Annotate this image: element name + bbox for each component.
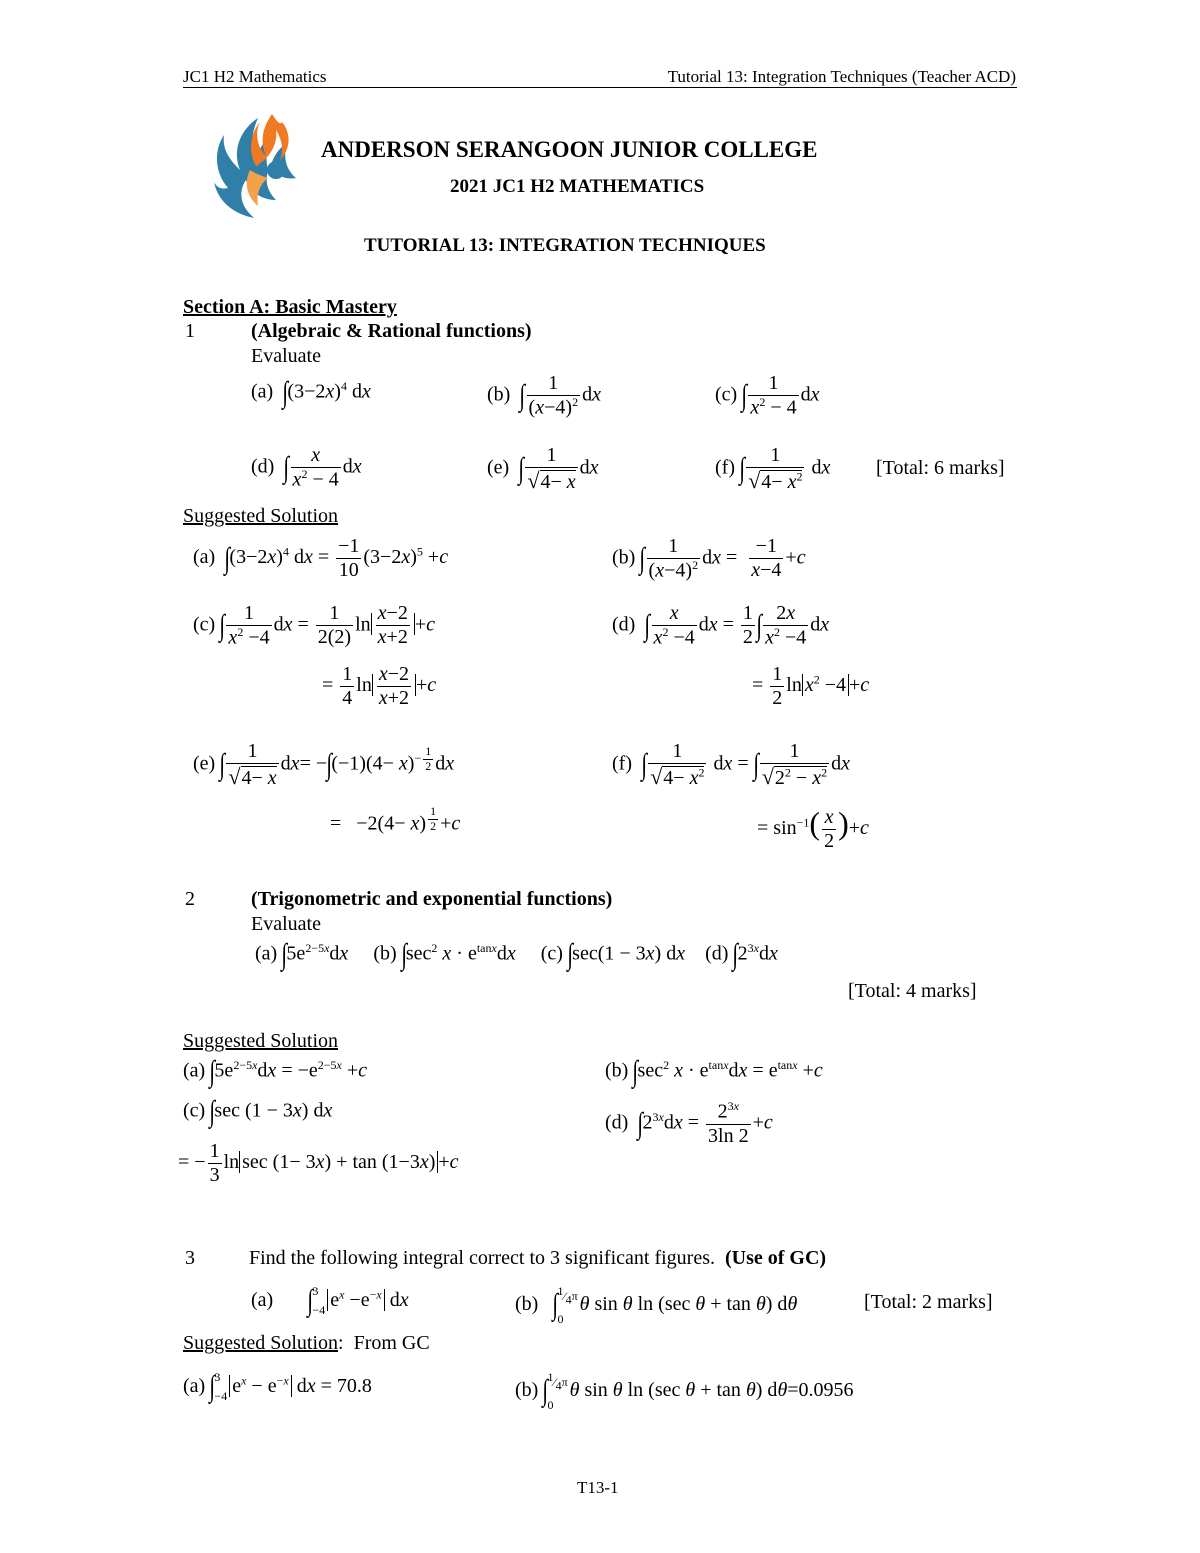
- q1-sol-f-line2: = $\sin^{-1}$( $\frac{x}{2}$ )+c: [757, 805, 869, 852]
- q1-sol-a: (a) $\int(3-2x)^4$ dx = $\frac{-1}{10}$ $(3-2x)^5 +c$: [193, 535, 449, 581]
- q1-sol-d: (d) ∫ $\frac{x}{x^2 -4}$ dx = $\frac{1}{2}$ ∫ $\frac{2x}{x^2 -4}$ dx: [612, 602, 830, 649]
- q1-instruction: Evaluate: [251, 345, 321, 367]
- q1-number: 1: [185, 320, 195, 342]
- q3-solution-label: Suggested Solution: From GC: [183, 1332, 430, 1354]
- q3-sol-a: (a) ∫3 −4 $e^x - e^{-x}$ dx = 70.8: [183, 1370, 372, 1404]
- header-right: Tutorial 13: Integration Techniques (Teacher ACD): [667, 67, 1016, 86]
- q1-sol-f: (f) ∫ $\frac{1}{√4- x^2}$ dx = ∫ $\frac{1}{√2^2 - x^2}$ dx: [612, 740, 850, 789]
- q3-question: Find the following integral correct to 3 significant figures. (Use of GC): [249, 1247, 827, 1269]
- q1-sol-c: (c) ∫ $\frac{1}{x^2 -4}$ dx = $\frac{1}{2(2)}$ ln $\frac{x-2}{x+2}$ +c: [193, 602, 435, 649]
- q1-part-c: (c) ∫ $\frac{1}{x^2 - 4}$ dx: [715, 372, 820, 419]
- q1-solution-label: Suggested Solution: [183, 505, 339, 527]
- q2-sol-b: (b) $\int\sec^2$ $x \cdot e^{tanx}dx = e^{tanx} +c$: [605, 1055, 823, 1088]
- q1-sol-b: (b) ∫ $\frac{1}{(x-4)^2}$ dx = $\frac{-1}{x-4}$ +c: [612, 535, 806, 582]
- q1-sol-e-line2: = −2(4− x) $^{\frac{1}{2}}$ +c: [330, 804, 461, 835]
- q3-total-marks: [Total: 2 marks]: [864, 1291, 993, 1313]
- page-number: T13-1: [577, 1478, 619, 1497]
- q2-instruction: Evaluate: [251, 913, 321, 935]
- header-rule: [183, 87, 1017, 88]
- header-left: JC1 H2 Mathematics: [183, 67, 327, 86]
- q1-topic: (Algebraic & Rational functions): [251, 320, 532, 342]
- q2-sol-c-line2: = − $\frac{1}{3}$ ln sec (1− 3x) + tan (1−3x) +c: [178, 1140, 459, 1186]
- q1-sol-d-line2: = $\frac{1}{2}$ $\ln x^2 -4 +c$: [752, 663, 870, 709]
- q2-total-marks: [Total: 4 marks]: [848, 980, 977, 1002]
- section-a-heading: Section A: Basic Mastery: [183, 296, 397, 318]
- q2-sol-a: (a) $\int 5e^{2-5x}dx = -e^{2-5x} +c$: [183, 1055, 368, 1088]
- q1-sol-c-line2: = $\frac{1}{4}$ ln $\frac{x-2}{x+2}$ +c: [322, 663, 437, 709]
- q1-part-b: (b) ∫ $\frac{1}{(x-4)^2}$ dx: [487, 372, 601, 419]
- college-name: ANDERSON SERANGOON JUNIOR COLLEGE: [321, 137, 818, 162]
- q3-part-b: (b) $\int^1⁄_4\pi$ 0θ sin θ ln (sec θ + tan θ) dθ: [515, 1284, 798, 1326]
- q1-part-e: (e) ∫ $\frac{1}{√4- x}$ dx: [487, 444, 599, 493]
- q2-sol-d: (d) $\int 2^{3x}dx$ = $\frac{2^{3x}}{3\ln 2}$ +c: [605, 1099, 773, 1147]
- q2-number: 2: [185, 888, 195, 910]
- q1-part-a: (a) $\int(3-2x)^4$ dx: [251, 376, 371, 409]
- q3-part-a: (a) ∫3 −4 $e^x -e^{-x}$ dx: [251, 1284, 409, 1318]
- college-logo: [210, 110, 310, 235]
- q2-sol-c: (c) ∫sec (1 − 3x) dx: [183, 1095, 333, 1128]
- q1-total-marks: [Total: 6 marks]: [876, 457, 1005, 479]
- q1-sol-e: (e) ∫ $\frac{1}{√4- x}$ $dx= -\int(-1)(4- x)^{- \frac{1}{2}}$ dx: [193, 740, 455, 789]
- tutorial-title: TUTORIAL 13: INTEGRATION TECHNIQUES: [364, 235, 766, 256]
- q3-sol-b: (b) $\int^1⁄_4\pi$ 0θ sin θ ln (sec θ + tan θ) dθ=0.0956: [515, 1370, 854, 1412]
- q3-answer-b: 0.0956: [798, 1378, 854, 1401]
- q2-parts: (a) $\int 5e^{2-5x}dx$ (b) $\int\sec^2$ $x \cdot e^{tanx}dx$ (c) ∫sec(1 − 3x) dx (d) $\int 2^{3x}dx$: [255, 938, 778, 971]
- q3-number: 3: [185, 1247, 195, 1269]
- course-title: 2021 JC1 H2 MATHEMATICS: [450, 176, 705, 197]
- q3-answer-a: 70.8: [336, 1374, 372, 1397]
- q1-part-f: (f) ∫ $\frac{1}{√4- x^2}$ dx: [715, 444, 831, 493]
- q2-solution-label: Suggested Solution: [183, 1030, 339, 1052]
- q2-topic: (Trigonometric and exponential functions): [251, 888, 613, 910]
- q1-part-d: (d) ∫ $\frac{x}{x^2 - 4}$ dx: [251, 444, 362, 491]
